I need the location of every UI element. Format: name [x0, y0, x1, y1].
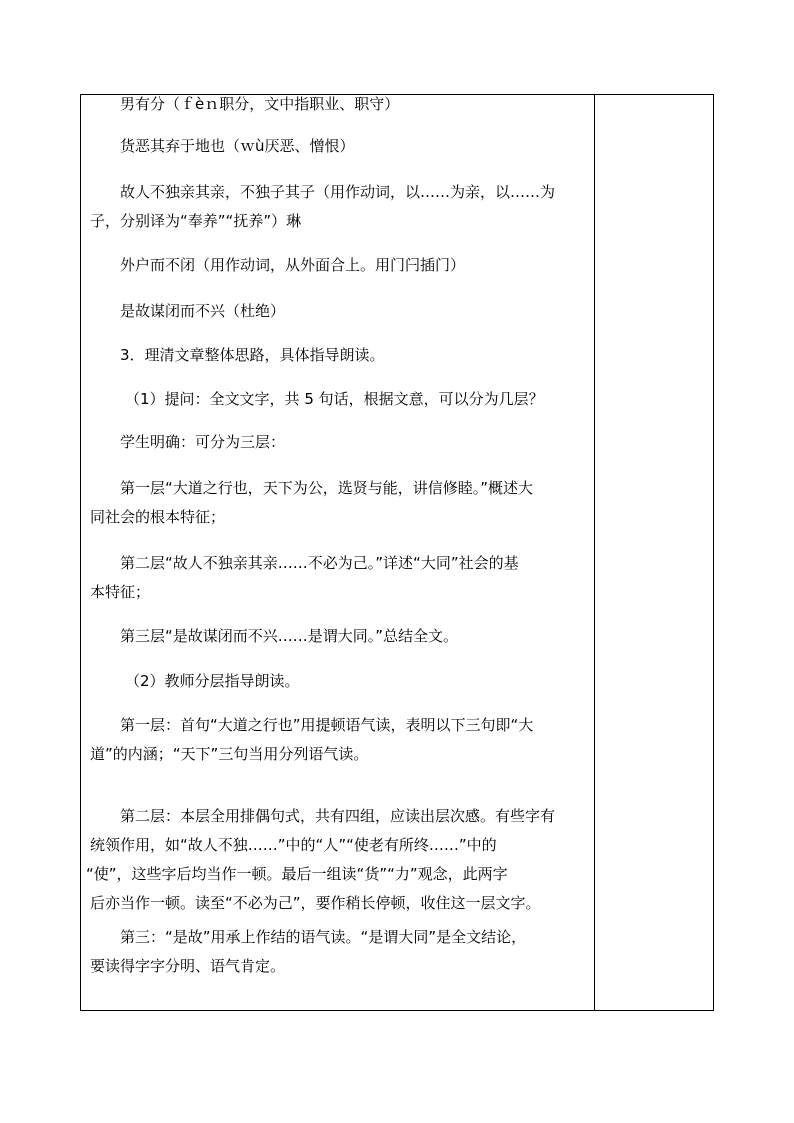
paragraph-line: 男有分（ｆèｎ职分，文中指职业、职守） [120, 95, 400, 113]
paragraph-line: （2）教师分层指导朗读。 [125, 672, 300, 690]
paragraph-line: 第一层“大道之行也，天下为公，选贤与能，讲信修睦。”概述大 [120, 479, 534, 497]
paragraph-line: 第一层：首句“大道之行也”用提顿语气读，表明以下三句即“大 [120, 716, 534, 734]
main-content-cell [81, 95, 595, 1010]
paragraph-line: 3．理清文章整体思路，具体指导朗读。 [120, 346, 385, 364]
paragraph-line: 学生明确：可分为三层： [120, 433, 286, 451]
paragraph-line: （1）提问：全文文字，共 5 句话，根据文意，可以分为几层？ [125, 390, 544, 408]
paragraph-line: “使”，这些字后均当作一顿。最后一组读“货”“力”观念，此两字 [86, 865, 508, 883]
paragraph-line: 本特征； [90, 583, 151, 601]
paragraph-line: 第三层“是故谋闭而不兴……是谓大同。”总结全文。 [120, 627, 459, 645]
paragraph-line: 要读得字字分明、语气肯定。 [90, 957, 286, 975]
paragraph-line: 道”的内涵；“天下”三句当用分列语气读。 [90, 745, 369, 763]
paragraph-line: 第二层：本层全用排偶句式，共有四组，应读出层次感。有些字有 [120, 807, 556, 825]
paragraph-line: 是故谋闭而不兴（杜绝） [120, 302, 286, 320]
notes-cell [595, 95, 713, 1010]
paragraph-line: 故人不独亲其亲，不独子其子（用作动词，以……为亲，以……为 [120, 183, 556, 201]
paragraph-line: 货恶其弃于地也（ｗù厌恶、憎恨） [120, 137, 355, 155]
paragraph-line: 外户而不闭（用作动词，从外面合上。用门闩插门） [120, 256, 466, 274]
paragraph-line: 后亦当作一顿。读至“不必为己”，要作稍长停顿，收住这一层文字。 [90, 894, 541, 912]
paragraph-line: 子，分别译为“奉养”“抚养”）琳 [90, 212, 302, 230]
paragraph-line: 第三：“是故”用承上作结的语气读。“是谓大同”是全文结论， [120, 928, 527, 946]
paragraph-line: 第二层“故人不独亲其亲……不必为己。”详述“大同”社会的基 [120, 554, 519, 572]
paragraph-line: 统领作用，如“故人不独……”中的“人”“使老有所终……”中的 [90, 836, 497, 854]
document-table [80, 94, 714, 1011]
paragraph-line: 同社会的根本特征； [90, 508, 226, 526]
